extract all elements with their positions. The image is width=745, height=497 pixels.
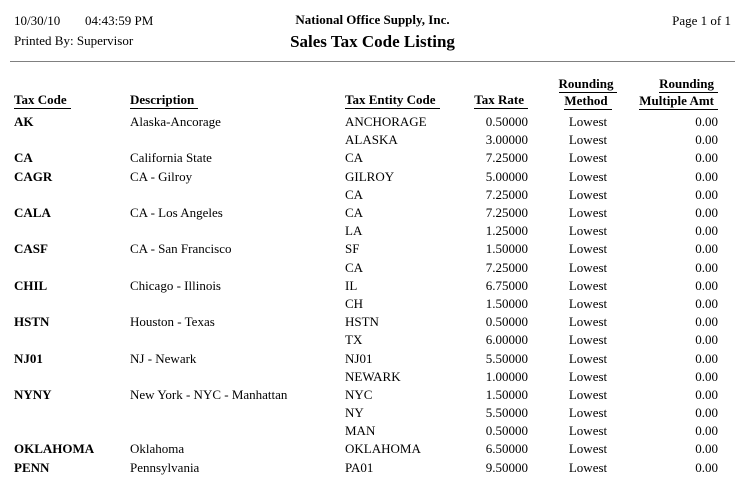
table-row — [14, 186, 718, 204]
cell-tax-entity-code: HSTN — [345, 314, 379, 330]
column-header-rounding-multiple-amt — [608, 76, 718, 110]
cell-description: Chicago - Illinois — [130, 277, 221, 293]
cell-tax-entity-code: ANCHORAGE — [345, 114, 427, 130]
report-title: Sales Tax Code Listing — [290, 32, 455, 51]
cell-description: CA - Los Angeles — [130, 205, 223, 221]
cell-rounding-method: Lowest — [568, 150, 608, 166]
cell-rounding-multiple: 0.00 — [695, 205, 718, 221]
cell-rounding-multiple: 0.00 — [695, 277, 718, 293]
cell-tax-entity-code: ALASKA — [345, 132, 398, 148]
column-header-tax-entity-code — [345, 92, 440, 109]
printed-by: Printed By: Supervisor — [14, 33, 134, 48]
cell-rounding-multiple: 0.00 — [695, 150, 718, 166]
column-header-description — [130, 92, 198, 109]
cell-tax-entity-code: IL — [345, 277, 358, 293]
table-row — [14, 404, 718, 422]
cell-tax-entity-code: PA01 — [345, 459, 374, 475]
column-header-tax-rate — [440, 92, 528, 109]
cell-tax-entity-code: NY — [345, 405, 364, 421]
cell-tax-entity-code: CA — [345, 259, 364, 275]
cell-tax-entity-code: OKLAHOMA — [345, 441, 421, 457]
report-time: 04:43:59 PM — [85, 13, 154, 28]
cell-rounding-method: Lowest — [568, 386, 608, 402]
column-header-label-line2: Multiple Amt — [639, 93, 718, 110]
cell-tax-rate: 7.25000 — [485, 259, 528, 275]
cell-description: CA - San Francisco — [130, 241, 232, 257]
table-row — [14, 331, 718, 349]
table-row — [14, 422, 718, 440]
cell-tax-rate: 0.50000 — [485, 423, 528, 439]
cell-rounding-multiple: 0.00 — [695, 168, 718, 184]
cell-rounding-multiple: 0.00 — [695, 459, 718, 475]
cell-rounding-multiple: 0.00 — [695, 223, 718, 239]
cell-rounding-multiple: 0.00 — [695, 114, 718, 130]
header-divider — [10, 61, 735, 62]
cell-rounding-multiple: 0.00 — [695, 186, 718, 202]
cell-tax-rate: 3.00000 — [485, 132, 528, 148]
cell-tax-code: CHIL — [14, 277, 48, 293]
table-row — [14, 131, 718, 149]
cell-tax-rate: 5.00000 — [485, 168, 528, 184]
cell-tax-rate: 1.25000 — [485, 223, 528, 239]
cell-description: Alaska-Ancorage — [130, 114, 221, 130]
cell-tax-entity-code: GILROY — [345, 168, 395, 184]
cell-rounding-multiple: 0.00 — [695, 423, 718, 439]
cell-rounding-method: Lowest — [568, 405, 608, 421]
table-row — [14, 149, 718, 167]
cell-rounding-multiple: 0.00 — [695, 350, 718, 366]
table-row — [14, 440, 718, 458]
cell-tax-entity-code: TX — [345, 332, 363, 348]
cell-tax-code: NYNY — [14, 386, 52, 402]
table-row — [14, 277, 718, 295]
cell-rounding-multiple: 0.00 — [695, 295, 718, 311]
cell-tax-rate: 5.50000 — [485, 405, 528, 421]
cell-rounding-multiple: 0.00 — [695, 405, 718, 421]
cell-tax-rate: 7.25000 — [485, 186, 528, 202]
cell-tax-entity-code: CA — [345, 186, 364, 202]
cell-description: NJ - Newark — [130, 350, 197, 366]
cell-tax-rate: 1.50000 — [485, 386, 528, 402]
cell-tax-code: CAGR — [14, 168, 53, 184]
table-row — [14, 259, 718, 277]
cell-rounding-method: Lowest — [568, 314, 608, 330]
cell-tax-entity-code: LA — [345, 223, 363, 239]
cell-rounding-method: Lowest — [568, 459, 608, 475]
cell-tax-entity-code: NEWARK — [345, 368, 401, 384]
cell-description: California State — [130, 150, 212, 166]
table-row — [14, 313, 718, 331]
cell-rounding-method: Lowest — [568, 114, 608, 130]
cell-tax-rate: 7.25000 — [485, 150, 528, 166]
cell-description: CA - Gilroy — [130, 168, 193, 184]
cell-tax-code: AK — [14, 114, 34, 130]
cell-tax-rate: 0.50000 — [485, 114, 528, 130]
cell-tax-entity-code: CA — [345, 150, 364, 166]
table-row — [14, 113, 718, 131]
cell-tax-code: CA — [14, 150, 33, 166]
cell-rounding-method: Lowest — [568, 368, 608, 384]
table-row — [14, 386, 718, 404]
cell-rounding-multiple: 0.00 — [695, 386, 718, 402]
cell-tax-code: CALA — [14, 205, 51, 221]
cell-description: Houston - Texas — [130, 314, 215, 330]
cell-description: New York - NYC - Manhattan — [130, 386, 288, 402]
cell-tax-rate: 9.50000 — [485, 459, 528, 475]
table-row — [14, 349, 718, 367]
cell-rounding-method: Lowest — [568, 205, 608, 221]
cell-rounding-method: Lowest — [568, 277, 608, 293]
table-body — [14, 113, 718, 477]
cell-tax-rate: 6.75000 — [485, 277, 528, 293]
page-number: Page 1 of 1 — [672, 13, 731, 28]
column-header-label: Tax Entity Code — [345, 92, 440, 109]
cell-rounding-method: Lowest — [568, 295, 608, 311]
cell-rounding-multiple: 0.00 — [695, 441, 718, 457]
cell-rounding-method: Lowest — [568, 241, 608, 257]
column-header-label-line2: Method — [564, 93, 611, 110]
cell-tax-rate: 0.50000 — [485, 314, 528, 330]
cell-tax-entity-code: CH — [345, 295, 364, 311]
table-row — [14, 295, 718, 313]
column-header-label-line1: Rounding — [659, 76, 718, 93]
column-header-label: Tax Code — [14, 92, 71, 109]
cell-rounding-multiple: 0.00 — [695, 332, 718, 348]
cell-tax-rate: 1.50000 — [485, 295, 528, 311]
cell-tax-entity-code: NYC — [345, 386, 373, 402]
table-row — [14, 204, 718, 222]
cell-description: Oklahoma — [130, 441, 185, 457]
cell-tax-code: PENN — [14, 459, 50, 475]
cell-tax-code: CASF — [14, 241, 48, 257]
cell-tax-code: HSTN — [14, 314, 50, 330]
cell-rounding-method: Lowest — [568, 350, 608, 366]
cell-rounding-method: Lowest — [568, 186, 608, 202]
cell-tax-entity-code: MAN — [345, 423, 376, 439]
cell-tax-rate: 1.00000 — [485, 368, 528, 384]
cell-tax-rate: 1.50000 — [485, 241, 528, 257]
cell-rounding-method: Lowest — [568, 132, 608, 148]
cell-rounding-multiple: 0.00 — [695, 314, 718, 330]
cell-rounding-multiple: 0.00 — [695, 132, 718, 148]
column-header-label: Tax Rate — [474, 92, 528, 109]
cell-rounding-multiple: 0.00 — [695, 259, 718, 275]
cell-tax-entity-code: NJ01 — [345, 350, 373, 366]
cell-tax-rate: 5.50000 — [485, 350, 528, 366]
cell-rounding-method: Lowest — [568, 441, 608, 457]
column-header-tax-code — [14, 92, 71, 109]
table-row — [14, 459, 718, 477]
cell-rounding-method: Lowest — [568, 223, 608, 239]
cell-rounding-multiple: 0.00 — [695, 368, 718, 384]
cell-tax-rate: 6.50000 — [485, 441, 528, 457]
cell-rounding-method: Lowest — [568, 168, 608, 184]
company-name: National Office Supply, Inc. — [295, 12, 450, 27]
cell-tax-rate: 7.25000 — [485, 205, 528, 221]
column-header-label: Description — [130, 92, 198, 109]
table-row — [14, 222, 718, 240]
column-header-label-line1: Rounding — [559, 76, 618, 93]
cell-description: Pennsylvania — [130, 459, 200, 475]
table-row — [14, 240, 718, 258]
cell-tax-code: NJ01 — [14, 350, 43, 366]
cell-tax-entity-code: CA — [345, 205, 364, 221]
table-row — [14, 168, 718, 186]
cell-tax-code: OKLAHOMA — [14, 441, 95, 457]
cell-rounding-method: Lowest — [568, 332, 608, 348]
table-row — [14, 368, 718, 386]
report-date: 10/30/10 — [14, 13, 61, 28]
cell-rounding-method: Lowest — [568, 423, 608, 439]
cell-rounding-multiple: 0.00 — [695, 241, 718, 257]
cell-rounding-method: Lowest — [568, 259, 608, 275]
cell-tax-entity-code: SF — [345, 241, 360, 257]
cell-tax-rate: 6.00000 — [485, 332, 528, 348]
